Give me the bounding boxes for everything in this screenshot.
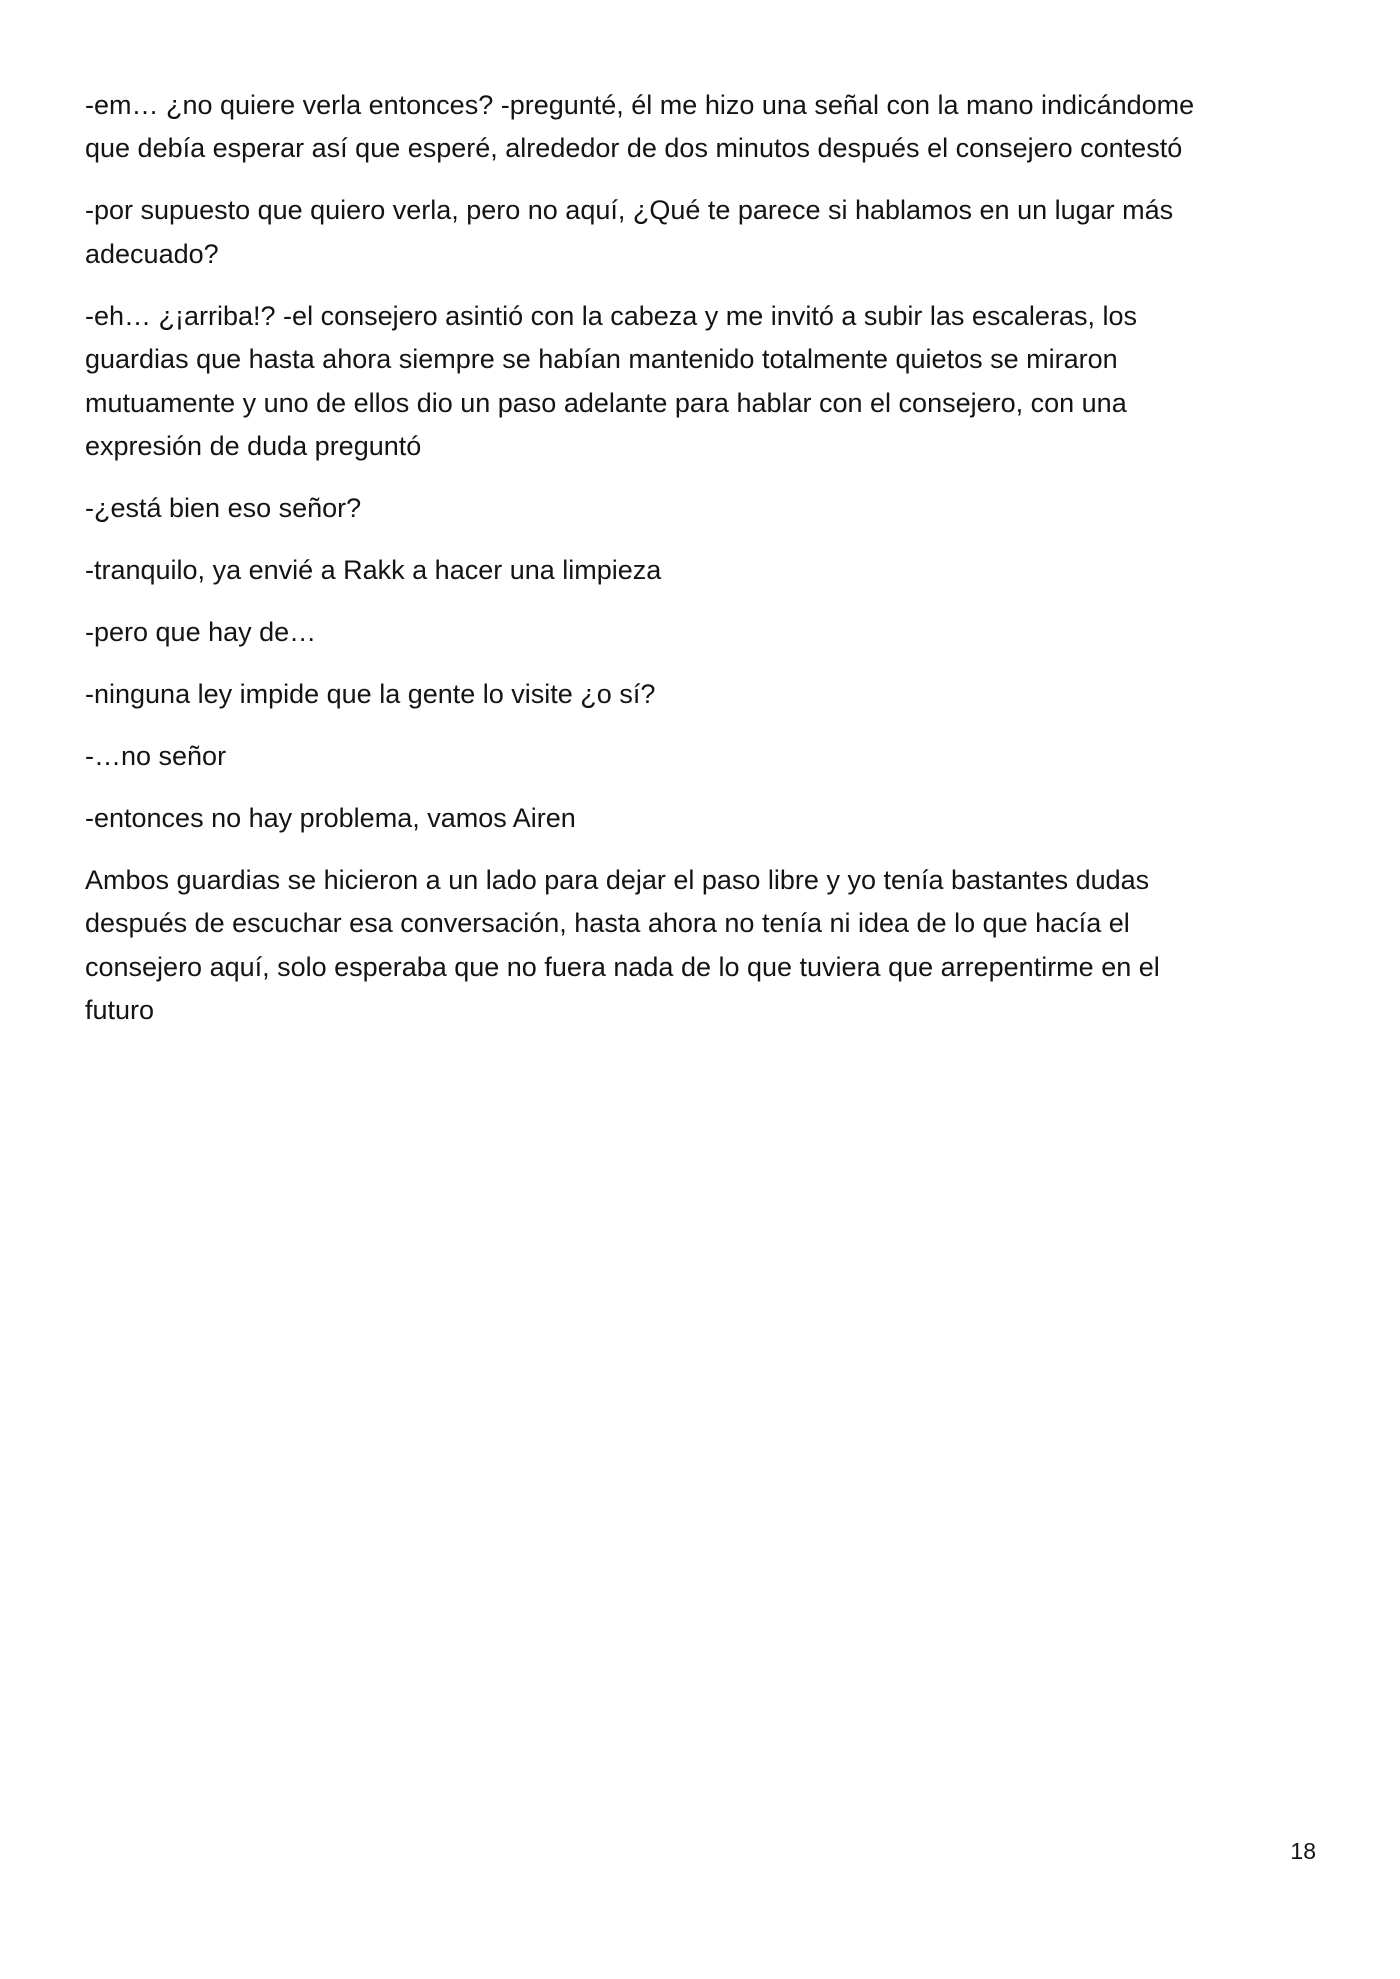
text-line: adecuado?	[85, 238, 219, 269]
text-line: -por supuesto que quiero verla, pero no aquí, ¿Qué te parece si hablamos en un lugar más	[85, 195, 1174, 226]
paragraph	[85, 487, 1315, 530]
paragraph	[85, 295, 1315, 469]
paragraph	[85, 549, 1315, 592]
paragraph	[85, 189, 1315, 276]
text-line: -¿está bien eso señor?	[85, 492, 362, 523]
paragraph	[85, 859, 1315, 1033]
text-line: expresión de duda preguntó	[85, 430, 422, 461]
text-line: después de escuchar esa conversación, hasta ahora no tenía ni idea de lo que hacía el	[85, 908, 1130, 939]
paragraph	[85, 84, 1315, 171]
paragraph	[85, 673, 1315, 716]
text-line: -entonces no hay problema, vamos Airen	[85, 802, 576, 833]
paragraph	[85, 735, 1315, 778]
text-line: consejero aquí, solo esperaba que no fuera nada de lo que tuviera que arrepentirme en el	[85, 951, 1160, 982]
text-line: -ninguna ley impide que la gente lo visite ¿o sí?	[85, 678, 656, 709]
page-number: 18	[1290, 1838, 1316, 1864]
text-line: mutuamente y uno de ellos dio un paso adelante para hablar con el consejero, con una	[85, 387, 1127, 418]
text-line: -…no señor	[85, 740, 227, 771]
text-line: -eh… ¿¡arriba!? -el consejero asintió con la cabeza y me invitó a subir las escaleras, los	[85, 300, 1137, 331]
body-text	[85, 84, 1315, 1051]
text-line: que debía esperar así que esperé, alrededor de dos minutos después el consejero contestó	[85, 133, 1183, 164]
paragraph	[85, 797, 1315, 840]
text-line: futuro	[85, 994, 155, 1025]
text-line: -em… ¿no quiere verla entonces? -pregunté, él me hizo una señal con la mano indicándome	[85, 90, 1195, 120]
text-line: -pero que hay de…	[85, 616, 317, 647]
text-line: -tranquilo, ya envié a Rakk a hacer una limpieza	[85, 554, 662, 585]
text-line: guardias que hasta ahora siempre se habían mantenido totalmente quietos se miraron	[85, 344, 1118, 375]
text-line: Ambos guardias se hicieron a un lado para dejar el paso libre y yo tenía bastantes dudas	[85, 864, 1150, 895]
paragraph	[85, 611, 1315, 654]
